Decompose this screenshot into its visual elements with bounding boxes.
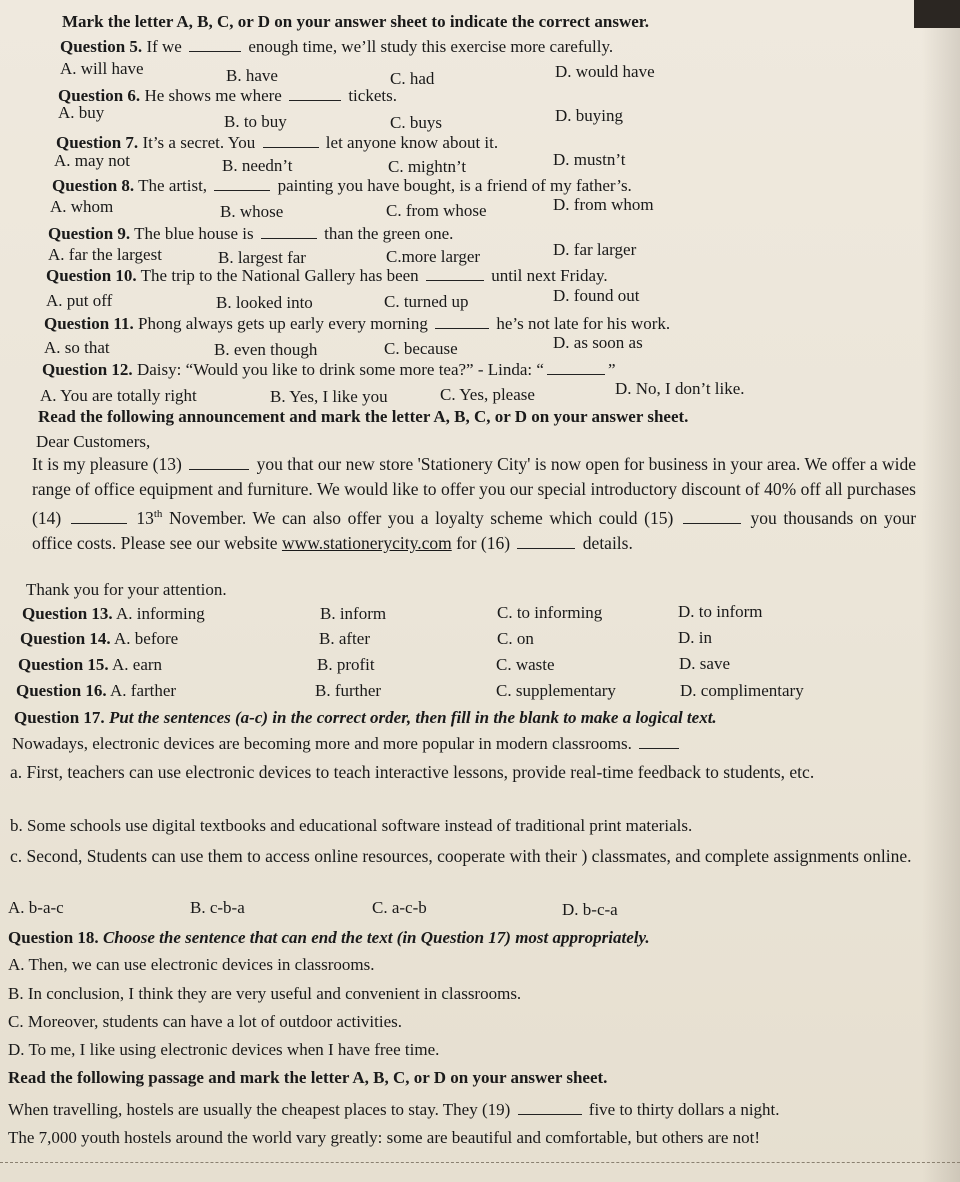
answer-blank <box>517 547 575 549</box>
sentence-c: c. Second, Students can use them to access online resources, cooperate with their ) classmates, and complete assignments online. <box>10 846 912 866</box>
option-d: D. complimentary <box>680 681 804 700</box>
question-7 <box>56 133 498 153</box>
question-stem: It’s a secret. You <box>142 133 256 152</box>
letter-text: you thousands on your office costs. Please see our website <box>32 507 917 553</box>
question-stem: painting you have bought, is a friend of my father’s. <box>277 176 632 195</box>
answer-blank <box>214 189 270 191</box>
answer-blank <box>189 50 241 52</box>
option-c: C. from whose <box>386 201 487 220</box>
instruction-heading: Read the following passage and mark the letter A, B, C, or D on your answer sheet. <box>8 1068 608 1087</box>
option-a: A. You are totally right <box>40 386 197 405</box>
question-label: Question 6. <box>58 86 141 105</box>
question-prompt: Choose the sentence that can end the text (in Question 17) most appropriately. <box>102 928 650 947</box>
option-d: D. would have <box>555 62 655 81</box>
question-label: Question 5. <box>60 37 143 56</box>
option-d: D. found out <box>553 286 640 305</box>
question-stem: than the green one. <box>324 224 454 243</box>
question-17 <box>14 708 717 728</box>
page-edge-shadow <box>922 0 960 1182</box>
option-c: C. because <box>384 339 458 358</box>
answer-blank <box>426 279 484 281</box>
letter-text: for (16) <box>456 532 511 553</box>
question-10 <box>46 266 608 286</box>
option-d: D. in <box>678 628 712 647</box>
question-5 <box>60 37 613 57</box>
question-stem: ” <box>607 360 616 379</box>
question-stem: let anyone know about it. <box>325 133 499 152</box>
letter-text: details. <box>582 532 633 553</box>
option-c: C. on <box>497 629 534 648</box>
ordinal-suffix: th <box>153 508 163 520</box>
question-stem: He shows me where <box>144 86 282 105</box>
question-label: Question 17. <box>14 708 105 727</box>
option-a: A. put off <box>46 291 113 310</box>
question-12 <box>42 360 615 380</box>
question-stem: If we <box>146 37 182 56</box>
option-a: A. may not <box>54 151 131 170</box>
question-label: Question 14. <box>20 629 111 648</box>
passage-text: five to thirty dollars a night. <box>588 1100 780 1119</box>
question-label: Question 18. <box>8 928 99 947</box>
question-label: Question 11. <box>44 314 134 333</box>
option-c: C. Moreover, students can have a lot of outdoor activities. <box>8 1012 402 1031</box>
background-corner <box>914 0 960 28</box>
question-14 <box>20 629 178 649</box>
question-label: Question 10. <box>46 266 137 285</box>
option-b: B. further <box>315 681 382 700</box>
option-b: B. profit <box>317 655 375 674</box>
question-18 <box>8 928 650 948</box>
option-d: D. mustn’t <box>553 150 626 169</box>
question-stem: The trip to the National Gallery has been <box>140 266 419 285</box>
question-label: Question 12. <box>42 360 133 379</box>
question-stem: until next Friday. <box>491 266 608 285</box>
letter-closing: Thank you for your attention. <box>26 580 227 599</box>
question-label: Question 8. <box>52 176 135 195</box>
option-a: A. Then, we can use electronic devices in classrooms. <box>8 955 375 974</box>
sentence-b: b. Some schools use digital textbooks and educational software instead of traditional print materials. <box>10 816 693 835</box>
question-15 <box>18 655 162 675</box>
option-c: C. turned up <box>384 292 469 311</box>
question-label: Question 15. <box>18 655 109 674</box>
website-link[interactable]: www.stationerycity.com <box>281 532 452 553</box>
question-label: Question 16. <box>16 681 107 700</box>
option-b: B. c-b-a <box>190 898 245 917</box>
option-d: D. To me, I like using electronic devices when I have free time. <box>8 1040 440 1059</box>
option-c: C. supplementary <box>496 681 616 700</box>
question-11 <box>44 314 670 334</box>
option-b: B. whose <box>220 202 284 221</box>
question-prompt: Put the sentences (a-c) in the correct order, then fill in the blank to make a logical text. <box>108 708 717 727</box>
option-c: C. to informing <box>497 603 603 622</box>
intro-sentence: Nowadays, electronic devices are becoming more and more popular in modern classrooms. <box>12 734 632 753</box>
option-b: B. looked into <box>216 293 313 312</box>
option-a: A. before <box>114 629 179 648</box>
question-stem: Daisy: “Would you like to drink some more tea?” - Linda: “ <box>136 360 544 379</box>
option-a: A. farther <box>110 681 177 700</box>
answer-blank <box>263 146 319 148</box>
section-divider <box>0 1162 960 1163</box>
option-b: B. after <box>319 629 370 648</box>
option-a: A. b-a-c <box>8 898 64 917</box>
question-stem: tickets. <box>348 86 397 105</box>
option-d: D. to inform <box>678 602 763 621</box>
option-a: A. buy <box>58 103 105 122</box>
option-a: A. earn <box>112 655 163 674</box>
option-c: C.more larger <box>386 247 481 266</box>
answer-blank <box>71 522 127 524</box>
option-b: B. even though <box>214 340 318 359</box>
letter-text: 13 <box>136 507 154 528</box>
option-b: B. In conclusion, I think they are very useful and convenient in classrooms. <box>8 984 522 1003</box>
option-c: C. mightn’t <box>388 157 467 176</box>
option-b: B. inform <box>320 604 387 623</box>
option-d: D. from whom <box>553 195 654 214</box>
option-d: D. b-c-a <box>562 900 618 919</box>
option-d: D. save <box>679 654 730 673</box>
option-c: C. had <box>390 69 435 88</box>
option-b: B. Yes, I like you <box>270 387 388 406</box>
question-stem: The blue house is <box>134 224 254 243</box>
answer-blank <box>639 747 679 749</box>
instruction-heading: Read the following announcement and mark the letter A, B, C, or D on your answer sheet. <box>38 407 689 426</box>
sentence-a: a. First, teachers can use electronic devices to teach interactive lessons, provide real-time feedback to students, etc. <box>10 762 815 782</box>
option-d: D. buying <box>555 106 623 125</box>
letter-greeting: Dear Customers, <box>36 432 151 451</box>
question-8 <box>52 176 632 196</box>
question-stem: The artist, <box>138 176 208 195</box>
passage-line-2: The 7,000 youth hostels around the world vary greatly: some are beautiful and comfortable, but others are not! <box>8 1128 761 1147</box>
option-a: A. whom <box>50 197 114 216</box>
passage-line-1 <box>8 1100 780 1120</box>
option-a: A. informing <box>116 604 205 623</box>
question-label: Question 9. <box>48 224 131 243</box>
answer-blank <box>435 327 489 329</box>
option-a: A. far the largest <box>48 245 162 264</box>
answer-blank <box>189 468 249 470</box>
instruction-heading: Mark the letter A, B, C, or D on your answer sheet to indicate the correct answer. <box>62 12 650 31</box>
option-b: B. have <box>226 66 278 85</box>
question-13 <box>22 604 205 624</box>
question-stem: Phong always gets up early every morning <box>138 314 428 333</box>
letter-text: It is my pleasure (13) <box>32 454 182 474</box>
question-16 <box>16 681 176 701</box>
q17-intro <box>12 734 682 754</box>
option-d: D. as soon as <box>553 333 643 352</box>
option-c: C. a-c-b <box>372 898 427 917</box>
option-b: B. needn’t <box>222 156 293 175</box>
option-b: B. to buy <box>224 112 287 131</box>
question-6 <box>58 86 397 106</box>
letter-text: November. We can also offer you a loyalty scheme which could (15) <box>169 507 674 528</box>
question-9 <box>48 224 453 244</box>
question-stem: enough time, we’ll study this exercise more carefully. <box>248 37 614 56</box>
question-label: Question 13. <box>22 604 113 623</box>
option-c: C. waste <box>496 655 555 674</box>
option-a: A. so that <box>44 338 110 357</box>
answer-blank <box>261 237 317 239</box>
question-label: Question 7. <box>56 133 139 152</box>
answer-blank <box>683 522 741 524</box>
letter-text: you that our new store 'Stationery City' is now open for business in your area. We offer a wide range of office equipment and furniture. We would like to offer you our special introductory discount of 40% off all purchases (14) <box>32 454 917 528</box>
option-d: D. far larger <box>553 240 637 259</box>
passage-text: When travelling, hostels are usually the cheapest places to stay. They (19) <box>8 1100 511 1119</box>
answer-blank <box>518 1113 582 1115</box>
letter-body <box>32 452 916 556</box>
answer-blank <box>547 373 605 375</box>
answer-blank <box>289 99 341 101</box>
option-a: A. will have <box>60 59 144 78</box>
question-stem: he’s not late for his work. <box>496 314 671 333</box>
option-c: C. buys <box>390 113 442 132</box>
option-d: D. No, I don’t like. <box>615 379 745 398</box>
option-c: C. Yes, please <box>440 385 535 404</box>
option-b: B. largest far <box>218 248 306 267</box>
